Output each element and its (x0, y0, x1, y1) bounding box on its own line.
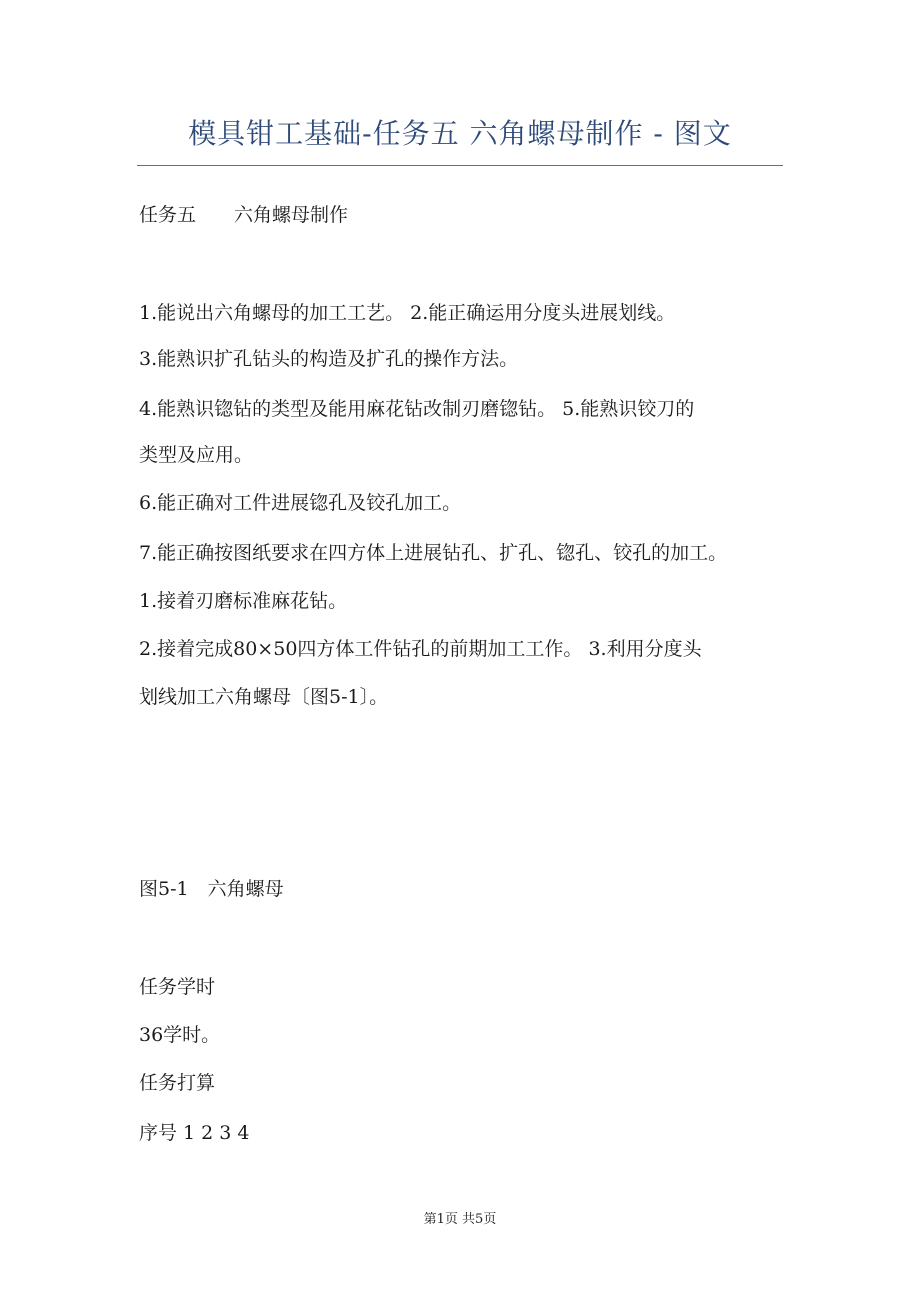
objective-line: 7.能正确按图纸要求在四方体上进展钻孔、扩孔、锪孔、铰孔的加工。 (139, 542, 728, 564)
task-line: 2.接着完成80×50四方体工件钻孔的前期加工工作。 3.利用分度头 (139, 638, 702, 660)
section-heading: 任务学时 (139, 976, 216, 998)
task-line: 1.接着刃磨标准麻花钻。 (139, 590, 348, 612)
objective-line: 类型及应用。 (139, 444, 254, 466)
section-heading: 任务五 六角螺母制作 (139, 204, 349, 226)
page-number: 第1页 共5页 (423, 1212, 497, 1227)
objective-line: 4.能熟识锪钻的类型及能用麻花钻改制刃磨锪钻。 5.能熟识铰刀的 (139, 398, 695, 420)
title-divider (137, 165, 783, 166)
document-title: 模具钳工基础-任务五 六角螺母制作 - 图文 (188, 117, 732, 150)
objective-line: 3.能熟识扩孔钻头的构造及扩孔的操作方法。 (139, 348, 519, 370)
objective-line: 1.能说出六角螺母的加工工艺。 2.能正确运用分度头进展划线。 (139, 302, 676, 324)
table-header-line: 序号 1 2 3 4 (139, 1122, 250, 1144)
figure-caption: 图5-1 六角螺母 (139, 878, 284, 900)
objective-line: 6.能正确对工件进展锪孔及铰孔加工。 (139, 492, 462, 514)
task-line: 划线加工六角螺母〔图5-1〕。 (139, 686, 389, 708)
body-line: 36学时。 (139, 1024, 221, 1046)
section-heading: 任务打算 (139, 1072, 216, 1094)
